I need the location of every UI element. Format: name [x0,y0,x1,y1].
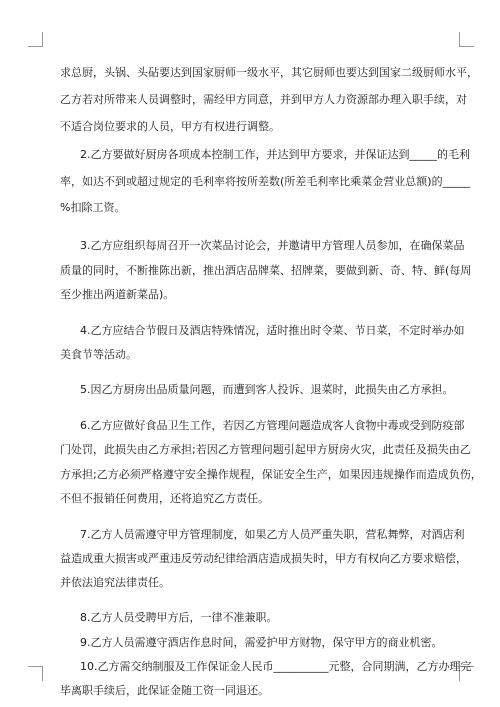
body-line: 9.乙方人员需遵守酒店作息时间，需爱护甲方财物，保守甲方的商业机密。 [80,636,443,649]
body-line: 并依法追究法律责任。 [60,576,170,589]
body-line: 3.乙方应组织每周召开一次菜品讨论会，并邀请甲方管理人员参加，在确保菜品 [80,239,465,252]
corner-crop-mark-bottom-left [28,666,43,681]
body-line: 5.因乙方厨房出品质量问题，而遭到客人投诉、退菜时，此损失由乙方承担。 [80,383,454,396]
corner-crop-mark-top-right [459,32,474,47]
body-line: 益造成重大损害或严重违反劳动纪律给酒店造成损失时，甲方有权向乙方要求赔偿， [60,552,467,565]
body-line: 不但不报销任何费用，还将追究乙方责任。 [60,492,269,505]
body-line: 率，如达不到或超过规定的毛利率将按所差数(所差毛利率比乘菜金营业总额)的_____ [60,175,471,188]
body-line: 不适合岗位要求的人员，甲方有权进行调整。 [60,120,280,133]
body-line: 方承担;乙方必须严格遵守安全操作规程，保证安全生产，如果因违规操作而造成负伤， [60,468,482,481]
body-line: 6.乙方应做好食品卫生工作，若因乙方管理问题造成客人食物中毒或受到防疫部 [80,419,465,432]
body-line: 4.乙方应结合节假日及酒店特殊情况，适时推出时令菜、节日菜，不定时举办如 [80,324,465,337]
body-line: 10.乙方需交纳制服及工作保证金人民币__________元整，合同期满，乙方办理完 [80,660,472,673]
body-line: 求总厨，头锅、头砧要达到国家厨师一级水平，其它厨师也要达到国家二级厨师水平， [60,66,478,79]
body-line: 毕离职手续后，此保证金随工资一同退还。 [60,684,269,697]
body-line: 门处罚，此损失由乙方承担;若因乙方管理问题引起甲方厨房火灾，此责任及损失由乙 [60,443,471,456]
body-line: 7.乙方人员需遵守甲方管理制度，如果乙方人员严重失职，营私舞弊，对酒店利 [80,528,465,541]
body-line: 2.乙方要做好厨房各项成本控制工作，并达到甲方要求，并保证达到_____的毛利 [80,148,470,161]
body-line: 美食节等活动。 [60,348,137,361]
body-line: %扣除工资。 [60,201,126,214]
corner-crop-mark-top-left [28,32,43,47]
body-line: 乙方若对所带来人员调整时，需经甲方同意，并到甲方人力资源部办理入职手续，对 [60,93,467,106]
body-line: 质量的同时，不断推陈出新，推出酒店品牌菜、招牌菜，要做到新、奇、特、鲜(每周 [60,264,472,277]
body-line: 8.乙方人员受聘甲方后，一律不准兼职。 [80,611,278,624]
body-line: 至少推出两道新菜品)。 [60,288,175,301]
